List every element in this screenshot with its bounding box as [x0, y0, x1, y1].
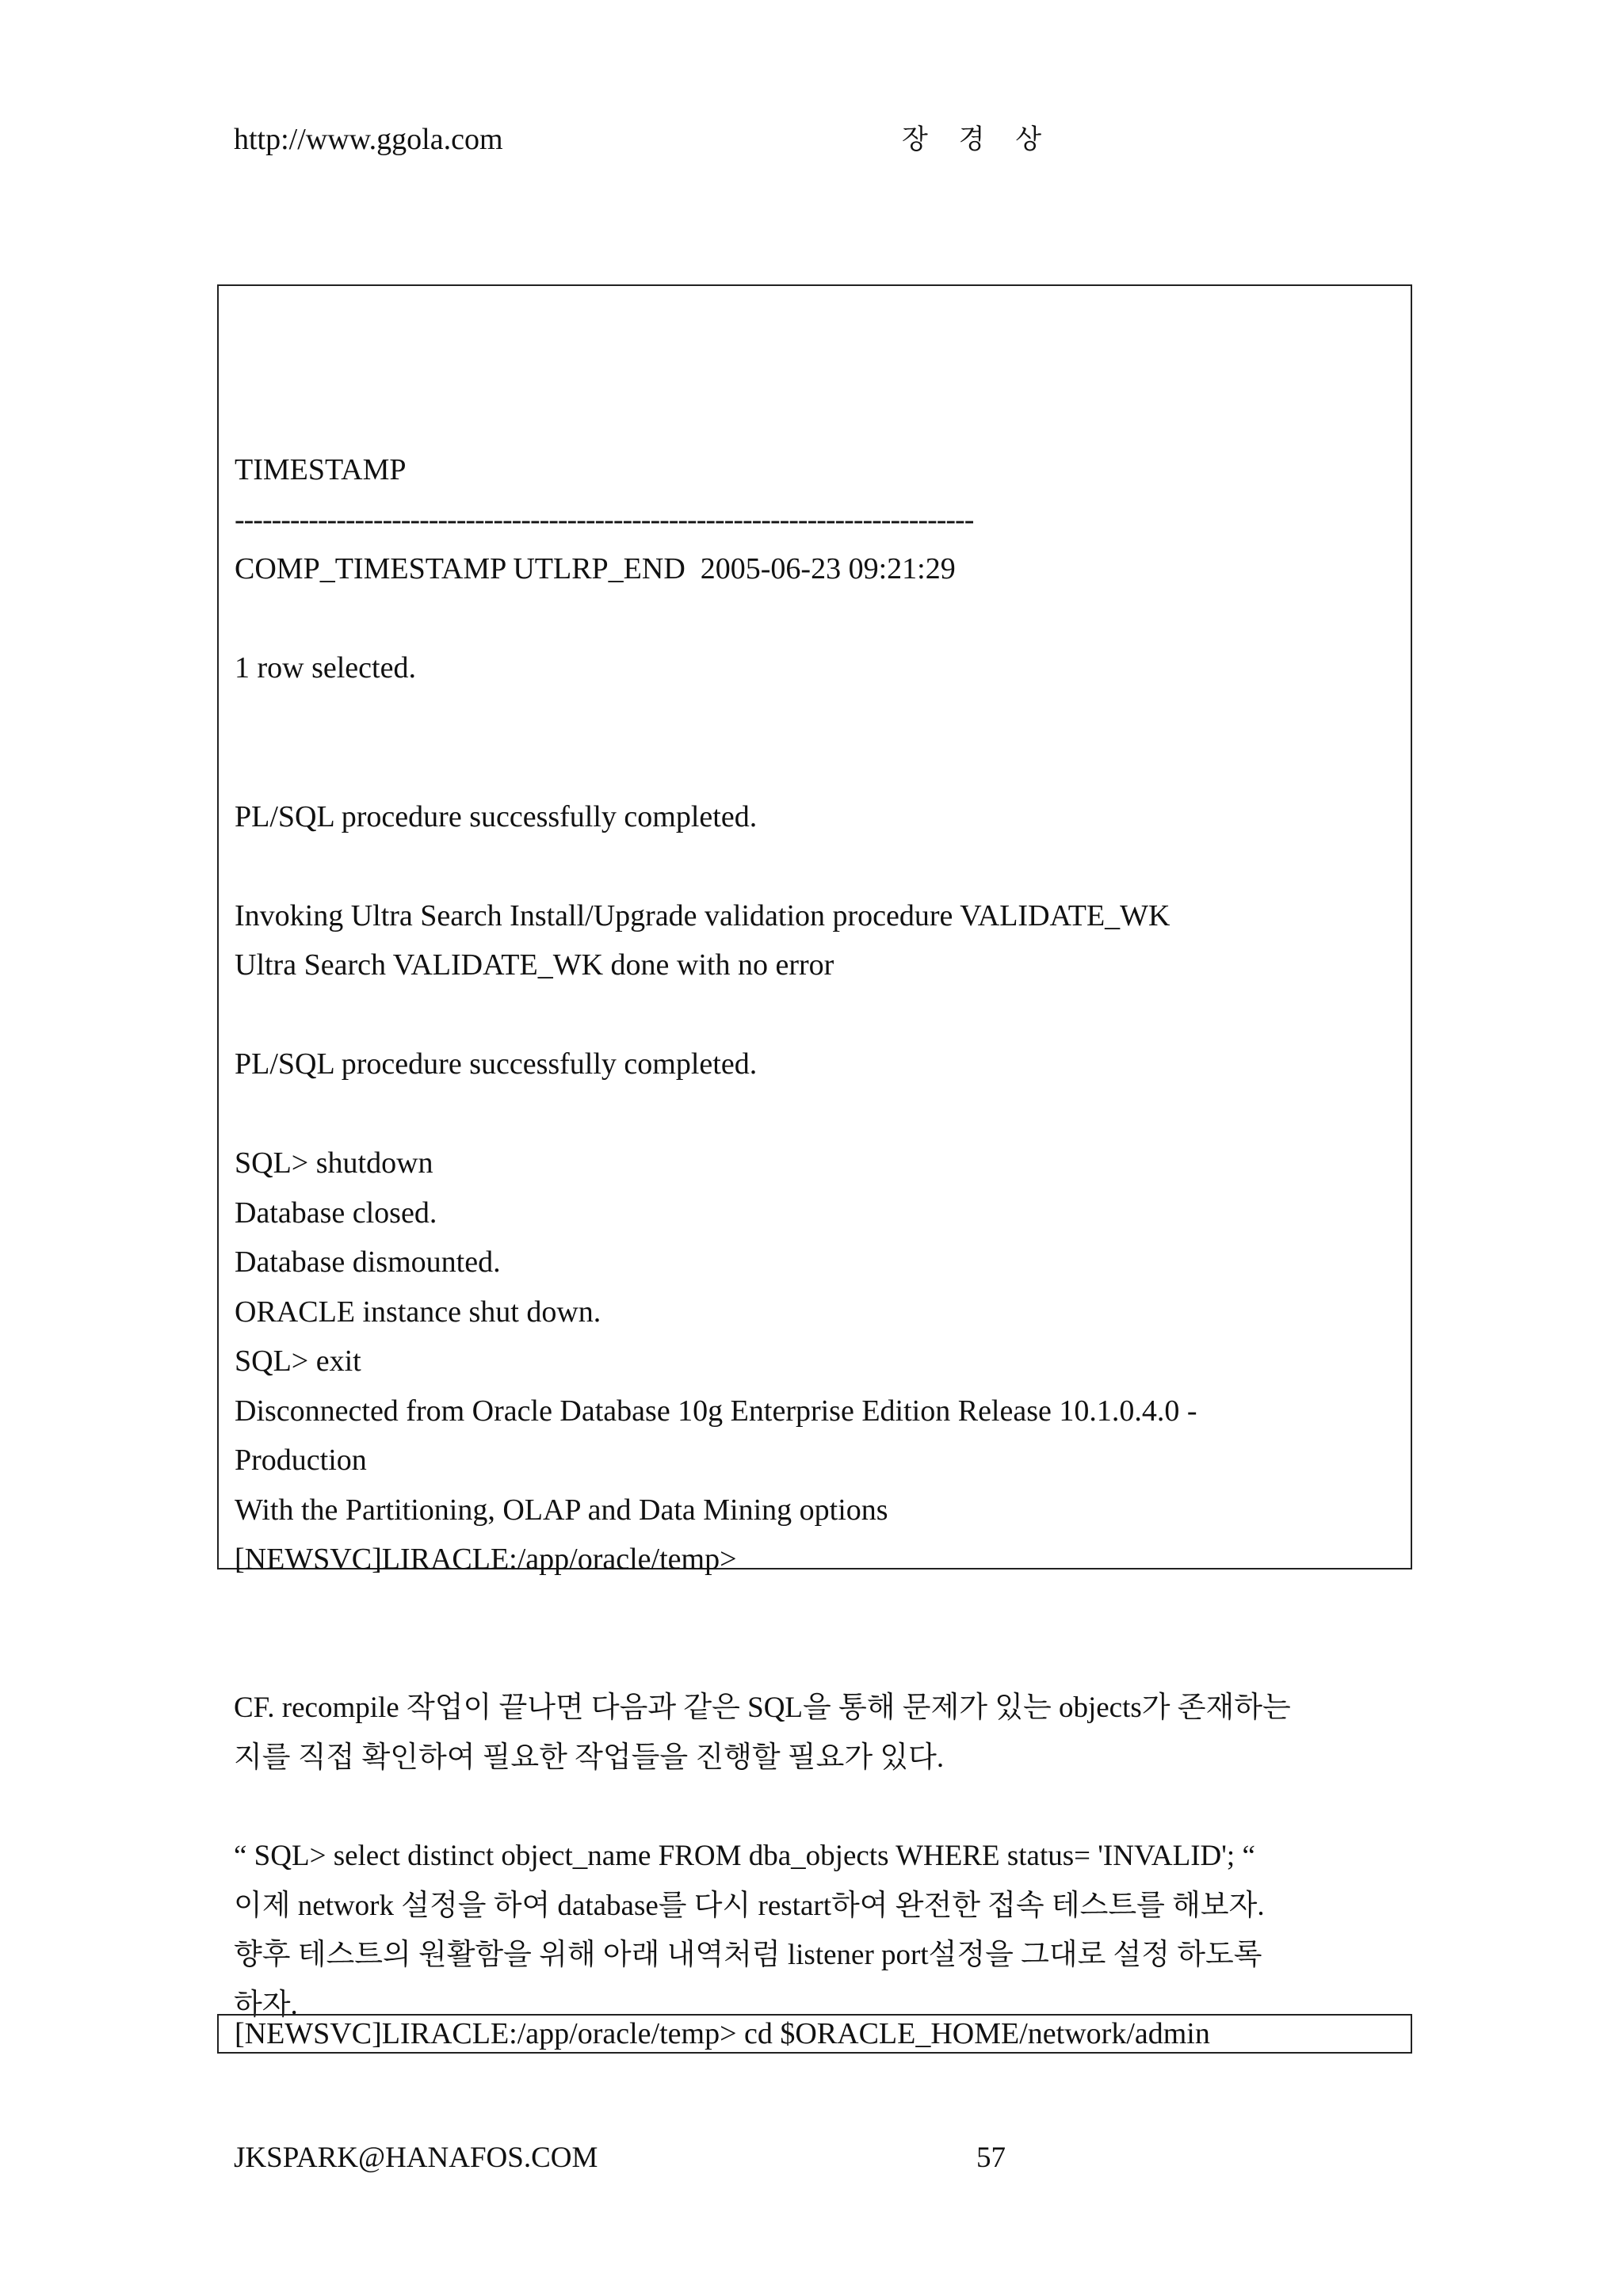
terminal-blank-line — [235, 841, 1395, 891]
note-line: 향후 테스트의 원활함을 위해 아래 내역처럼 listener port설정을 그대로 설정 하도록 — [234, 1939, 1262, 1971]
header-url: http://www.ggola.com — [234, 123, 503, 156]
terminal-separator-line: -------------------------------------------------------------------------------- — [235, 502, 974, 536]
terminal-line: Disconnected from Oracle Database 10g Enterprise Edition Release 10.1.0.4.0 - — [235, 1394, 1197, 1428]
terminal-line: TIMESTAMP — [235, 453, 407, 486]
terminal-line: Database dismounted. — [235, 1245, 501, 1279]
terminal-line: PL/SQL procedure successfully completed. — [235, 799, 758, 833]
terminal-line: SQL> shutdown — [235, 1146, 433, 1180]
terminal-line: Production — [235, 1444, 367, 1477]
note-paragraph-recompile — [234, 1684, 1407, 1783]
footer-page-number: 57 — [976, 2142, 1006, 2174]
terminal-line: Ultra Search VALIDATE_WK done with no error — [235, 948, 834, 982]
command-line: [NEWSVC]LIRACLE:/app/oracle/temp> cd $ORACLE_HOME/network/admin — [235, 2017, 1210, 2050]
terminal-output-box — [217, 284, 1412, 1576]
terminal-line: ORACLE instance shut down. — [235, 1295, 601, 1329]
terminal-prompt-line: [NEWSVC]LIRACLE:/app/oracle/temp> — [235, 1543, 737, 1576]
terminal-line: SQL> exit — [235, 1344, 361, 1378]
note-line: CF. recompile 작업이 끝나면 다음과 같은 SQL을 통해 문제가 있는 objects가 존재하는 — [234, 1691, 1291, 1724]
note-paragraph-network — [234, 1832, 1407, 2030]
note-line: 하자. — [234, 1988, 298, 2021]
terminal-line: Database closed. — [235, 1196, 437, 1230]
terminal-blank-line — [235, 693, 1395, 743]
command-box — [217, 2014, 1412, 2054]
note-sql-line: “ SQL> select distinct object_name FROM dba_objects WHERE status= 'INVALID'; “ — [234, 1840, 1255, 1872]
terminal-line: COMP_TIMESTAMP UTLRP_END 2005-06-23 09:21:29 — [235, 552, 956, 585]
terminal-blank-line — [235, 1089, 1395, 1139]
terminal-blank-line — [235, 990, 1395, 1040]
terminal-line: With the Partitioning, OLAP and Data Mining options — [235, 1493, 888, 1527]
terminal-line: Invoking Ultra Search Install/Upgrade validation procedure VALIDATE_WK — [235, 898, 1170, 933]
header-author: 장 경 상 — [902, 124, 1053, 155]
terminal-line: 1 row selected. — [235, 651, 416, 685]
terminal-blank-line — [235, 742, 1395, 792]
note-line: 지를 직접 확인하여 필요한 작업들을 진행할 필요가 있다. — [234, 1741, 945, 1774]
footer-email: JKSPARK@HANAFOS.COM — [234, 2142, 598, 2174]
note-line: 이제 network 설정을 하여 database를 다시 restart하여 완전한 접속 테스트를 해보자. — [234, 1889, 1265, 1922]
terminal-line: PL/SQL procedure successfully completed. — [235, 1047, 758, 1081]
terminal-output-lines — [235, 445, 1395, 1585]
terminal-blank-line — [235, 594, 1395, 644]
